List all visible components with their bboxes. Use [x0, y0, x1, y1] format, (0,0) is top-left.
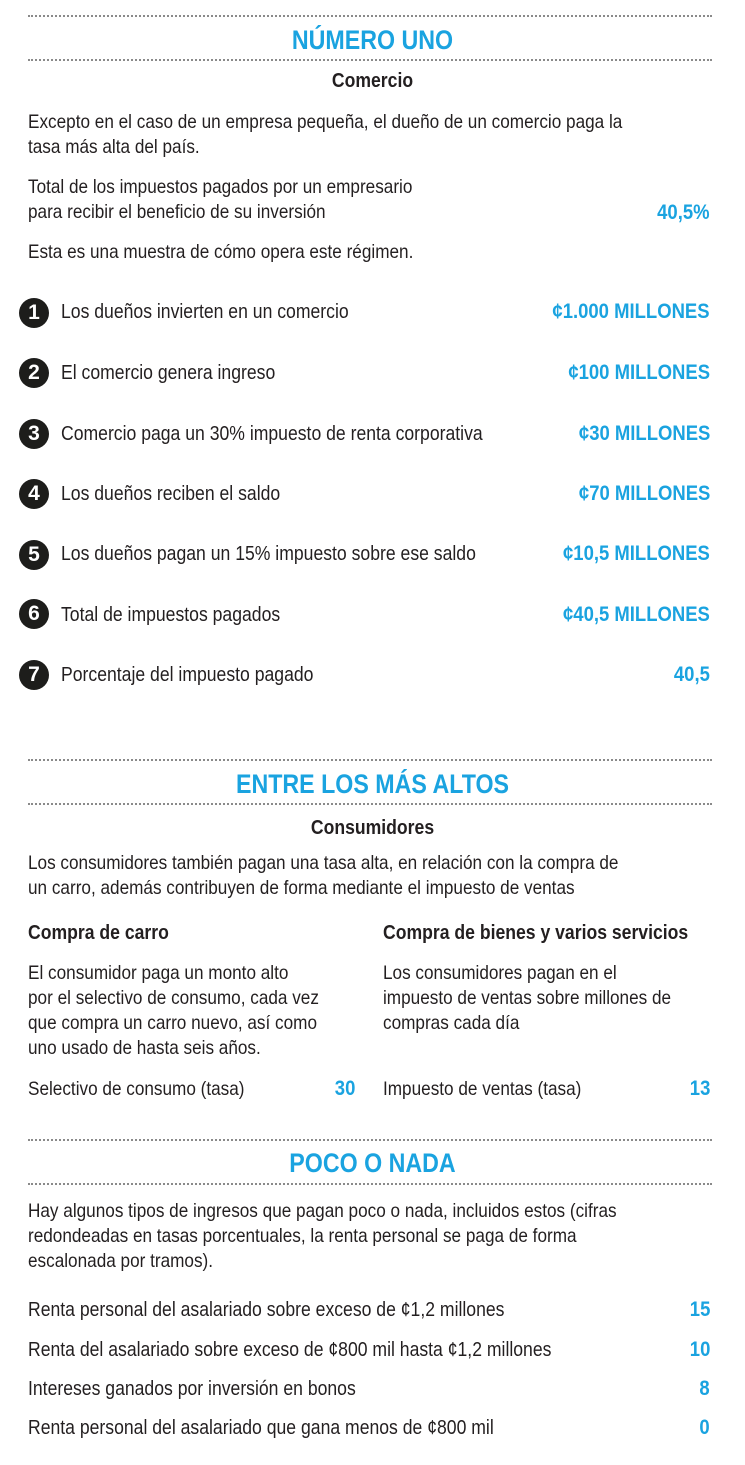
intro-text-line: Excepto en el caso de un empresa pequeña, el dueño de un comercio paga la: [28, 111, 623, 133]
step-number-circle: 6: [19, 599, 49, 629]
total-text-line: Total de los impuestos pagados por un empresario: [28, 176, 413, 198]
step-number-circle: 2: [19, 358, 49, 388]
step-value: ¢1.000 MILLONES: [552, 300, 710, 323]
column-text-line: compras cada día: [383, 1012, 520, 1034]
section-subtitle-consumidores: Consumidores: [310, 817, 435, 839]
dotted-divider: [28, 759, 712, 761]
section-title-poco-o-nada: POCO O NADA: [289, 1148, 456, 1178]
total-text-line: para recibir el beneficio de su inversión: [28, 201, 326, 223]
income-row-value: 10: [689, 1338, 710, 1361]
dotted-divider: [28, 1183, 712, 1185]
income-row-value: 15: [689, 1298, 710, 1321]
income-row-value: 0: [699, 1416, 710, 1439]
intro-text-line: un carro, además contribuyen de forma mediante el impuesto de ventas: [28, 877, 575, 899]
step-value: ¢30 MILLONES: [578, 422, 710, 445]
income-row-label: Renta del asalariado sobre exceso de ¢800 mil hasta ¢1,2 millones: [28, 1339, 552, 1361]
step-value: 40,5: [674, 663, 710, 686]
column-text-line: que compra un carro nuevo, así como: [28, 1012, 318, 1034]
step-label: El comercio genera ingreso: [61, 362, 276, 384]
step-value: ¢10,5 MILLONES: [563, 542, 710, 565]
income-row-label: Renta personal del asalariado sobre exceso de ¢1,2 millones: [28, 1299, 505, 1321]
step-number-circle: 5: [19, 540, 49, 570]
step-label: Total de impuestos pagados: [61, 604, 281, 626]
step-value: ¢70 MILLONES: [578, 482, 710, 505]
step-number-circle: 7: [19, 660, 49, 690]
column-text-line: por el selectivo de consumo, cada vez: [28, 987, 319, 1009]
section-title-numero-uno: NÚMERO UNO: [291, 25, 454, 55]
income-row-value: 8: [699, 1377, 710, 1400]
step-number-circle: 4: [19, 479, 49, 509]
step-label: Los dueños pagan un 15% impuesto sobre ese saldo: [61, 543, 476, 565]
rate-value-selectivo: 30: [334, 1077, 355, 1100]
step-number-circle: 3: [19, 419, 49, 449]
income-row-label: Renta personal del asalariado que gana menos de ¢800 mil: [28, 1417, 494, 1439]
dotted-divider: [28, 59, 712, 61]
rate-label-selectivo: Selectivo de consumo (tasa): [28, 1078, 245, 1100]
sample-text: Esta es una muestra de cómo opera este régimen.: [28, 241, 414, 263]
dotted-divider: [28, 803, 712, 805]
dotted-divider: [28, 15, 712, 17]
intro-text-line: tasa más alta del país.: [28, 136, 200, 158]
column-heading-compra-carro: Compra de carro: [28, 922, 169, 944]
intro-text-line: escalonada por tramos).: [28, 1250, 214, 1272]
column-text-line: Los consumidores pagan en el: [383, 962, 617, 984]
column-heading-compra-bienes: Compra de bienes y varios servicios: [383, 922, 689, 944]
intro-text-line: redondeadas en tasas porcentuales, la renta personal se paga de forma: [28, 1225, 577, 1247]
step-label: Los dueños reciben el saldo: [61, 483, 281, 505]
step-value: ¢40,5 MILLONES: [563, 603, 710, 626]
column-text-line: uno usado de hasta seis años.: [28, 1037, 261, 1059]
step-label: Comercio paga un 30% impuesto de renta corporativa: [61, 423, 483, 445]
intro-text-line: Los consumidores también pagan una tasa alta, en relación con la compra de: [28, 852, 619, 874]
income-row-label: Intereses ganados por inversión en bonos: [28, 1378, 356, 1400]
column-text-line: impuesto de ventas sobre millones de: [383, 987, 672, 1009]
rate-value-ventas: 13: [689, 1077, 710, 1100]
step-label: Porcentaje del impuesto pagado: [61, 664, 314, 686]
intro-text-line: Hay algunos tipos de ingresos que pagan poco o nada, incluidos estos (cifras: [28, 1200, 617, 1222]
step-value: ¢100 MILLONES: [568, 361, 710, 384]
step-label: Los dueños invierten en un comercio: [61, 301, 349, 323]
section-subtitle-comercio: Comercio: [331, 70, 414, 92]
dotted-divider: [28, 1139, 712, 1141]
rate-label-ventas: Impuesto de ventas (tasa): [383, 1078, 582, 1100]
total-tax-value: 40,5%: [657, 201, 710, 224]
section-title-entre-los-mas-altos: ENTRE LOS MÁS ALTOS: [235, 769, 510, 799]
step-number-circle: 1: [19, 298, 49, 328]
column-text-line: El consumidor paga un monto alto: [28, 962, 289, 984]
